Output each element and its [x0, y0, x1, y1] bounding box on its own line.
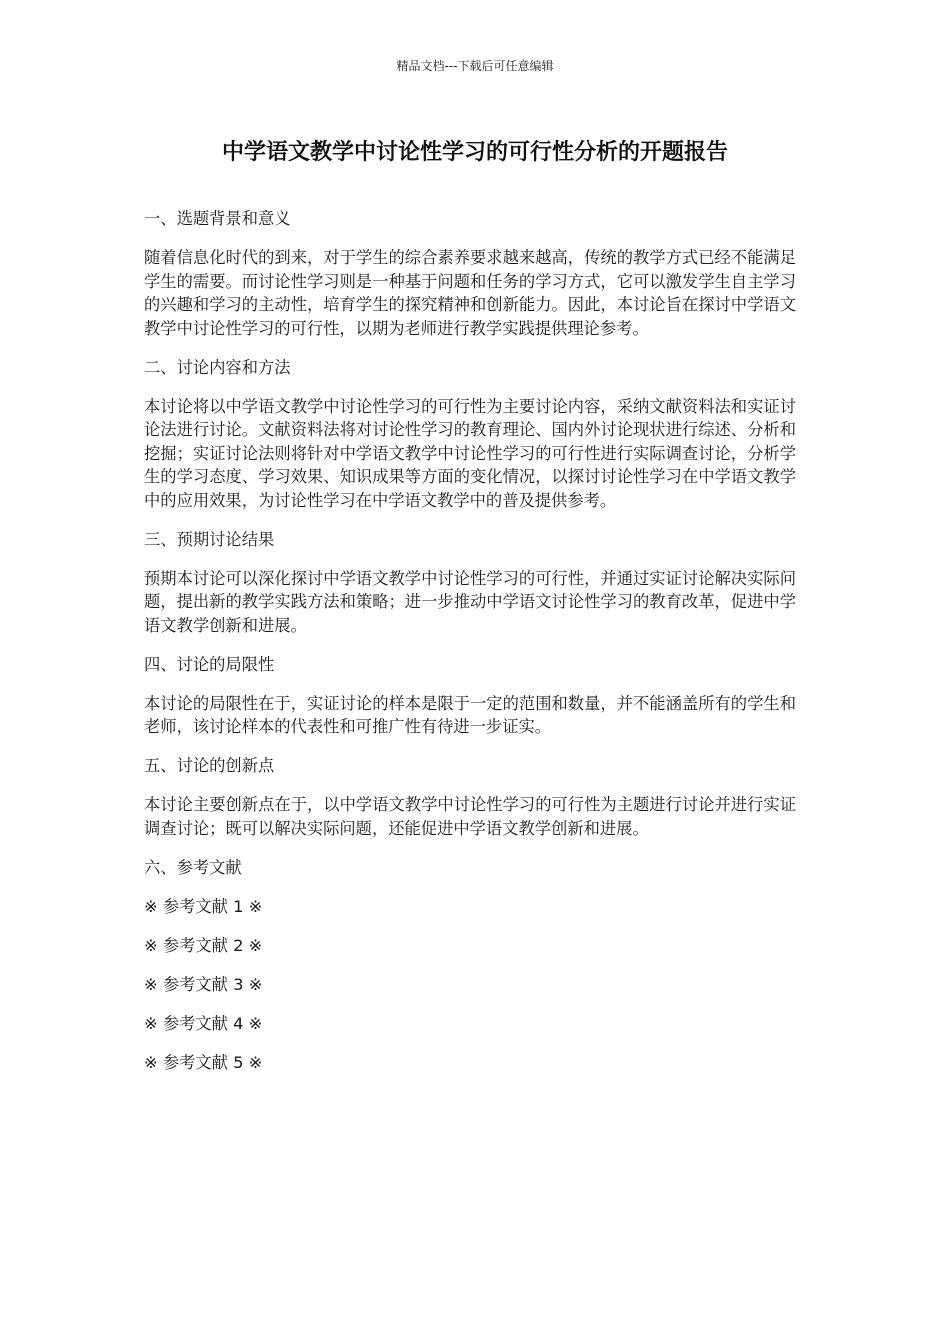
section-heading: 四、讨论的局限性 — [144, 654, 275, 674]
document-title: 中学语文教学中讨论性学习的可行性分析的开题报告 — [221, 140, 728, 165]
section-paragraph: 本讨论主要创新点在于，以中学语文教学中讨论性学习的可行性为主题进行讨论并进行实证调查讨论；既可以解决实际问题，还能促进中学语文教学创新和进展。 — [144, 795, 796, 838]
document-body — [144, 207, 796, 1090]
section-references — [144, 856, 796, 1075]
reference-item: ※ 参考文献 2 ※ — [144, 935, 263, 955]
section-heading: 二、讨论内容和方法 — [144, 357, 291, 377]
section-paragraph: 本讨论的局限性在于，实证讨论的样本是限于一定的范围和数量，并不能涵盖所有的学生和老师，该讨论样本的代表性和可推广性有待进一步证实。 — [144, 693, 796, 736]
section-paragraph: 预期本讨论可以深化探讨中学语文教学中讨论性学习的可行性，并通过实证讨论解决实际问题，提出新的教学实践方法和策略；进一步推动中学语文讨论性学习的教育改革，促进中学语文教学创新和进展。 — [144, 568, 796, 635]
section-paragraph: 本讨论将以中学语文教学中讨论性学习的可行性为主要讨论内容，采纳文献资料法和实证讨论法进行讨论。文献资料法将对讨论性学习的教育理论、国内外讨论现状进行综述、分析和挖掘；实证讨论法则将针对中学语文教学中讨论性学习的可行性进行实际调查讨论，分析学生的学习态度、学习效果、知识成果等方面的变化情况，以探讨讨论性学习在中学语文教学中的应用效果，为讨论性学习在中学语文教学中的普及提供参考。 — [144, 396, 796, 510]
page-header: 精品文档---下载后可任意编辑 — [396, 59, 554, 73]
section-heading: 五、讨论的创新点 — [144, 756, 275, 775]
section-background — [144, 207, 796, 340]
section-expected-results — [144, 528, 796, 638]
reference-item: ※ 参考文献 1 ※ — [144, 896, 263, 916]
section-heading: 一、选题背景和意义 — [144, 209, 291, 228]
section-heading: 三、预期讨论结果 — [144, 529, 275, 549]
reference-item: ※ 参考文献 4 ※ — [144, 1013, 263, 1033]
section-content-methods — [144, 356, 796, 513]
section-innovations — [144, 754, 796, 840]
reference-list — [144, 895, 796, 1075]
references-heading: 六、参考文献 — [144, 857, 242, 877]
reference-item: ※ 参考文献 3 ※ — [144, 974, 263, 994]
reference-item: ※ 参考文献 5 ※ — [144, 1052, 263, 1072]
section-limitations — [144, 653, 796, 739]
section-paragraph: 随着信息化时代的到来，对于学生的综合素养要求越来越高，传统的教学方式已经不能满足学生的需要。而讨论性学习则是一种基于问题和任务的学习方式，它可以激发学生自主学习的兴趣和学习的主动性，培育学生的探究精神和创新能力。因此，本讨论旨在探讨中学语文教学中讨论性学习的可行性，以期为老师进行教学实践提供理论参考。 — [144, 248, 796, 338]
